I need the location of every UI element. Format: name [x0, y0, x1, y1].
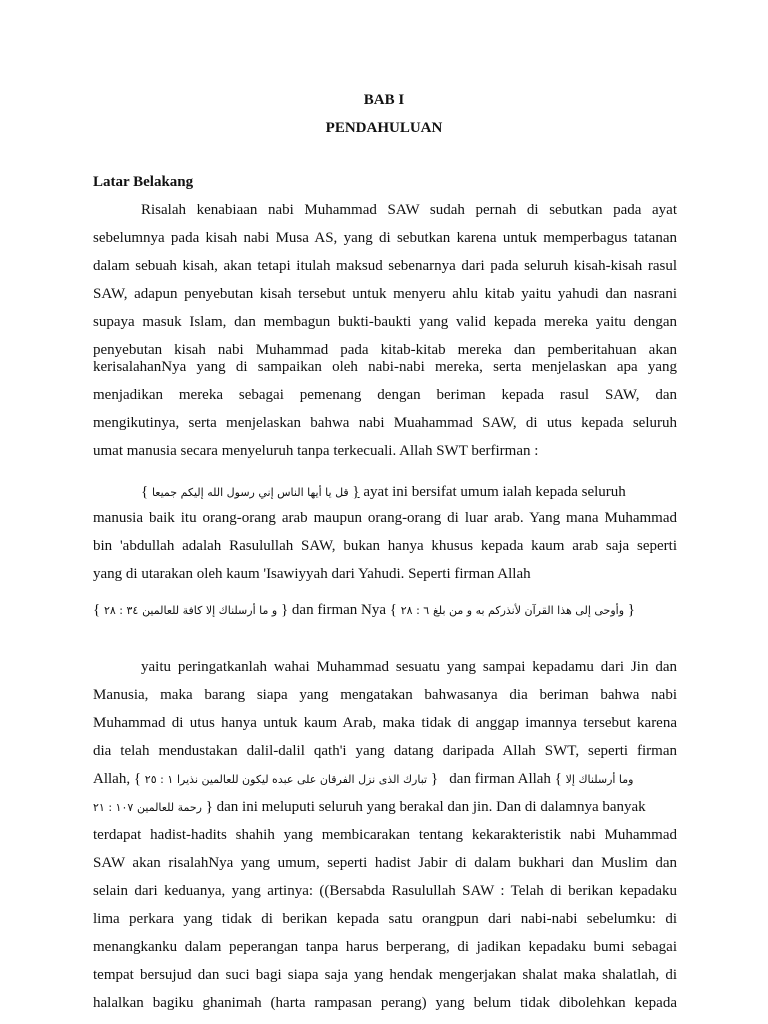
paragraph-3-line-1: yaitu peringatkanlah wahai Muhammad sesuatu yang sampai kepadamu dari Jin dan	[141, 659, 677, 675]
arabic-verse-b: و ما أرسلناك إلا كافة للعالمين	[142, 604, 278, 617]
paragraph-1-line-2: sebelumnya pada kisah nabi Musa AS, yang di sebutkan karena untuk memperbagus tatanan	[93, 230, 677, 246]
paragraph-3-line-12: tempat bersujud dan suci bagi siapa saja yang hendak mengerjakan shalat maka shalatlah, di	[93, 967, 677, 983]
paragraph-3-line-13: halalkan bagiku ghanimah (harta rampasan perang) yang belum tidak dibolehkan kepada	[93, 995, 677, 1011]
section-heading: Latar Belakang	[93, 174, 194, 190]
paragraph-1-line-7: kerisalahanNya yang di sampaikan oleh nabi-nabi mereka, serta menjelaskan apa yang	[93, 359, 677, 375]
paragraph-1-line-9: mengikutinya, serta menjelaskan bahwa nabi Muahammad SAW, di utus kepada seluruh	[93, 415, 677, 431]
paragraph-2-line-2: manusia baik itu orang-orang arab maupun orang-orang di luar arab. Yang mana Muhammad	[93, 510, 677, 526]
allah-word: Allah,	[93, 771, 131, 787]
verse-ref-c: ١ : ٢٥	[144, 773, 174, 786]
paragraph-2-line-3: bin 'abdullah adalah Rasulullah SAW, bukan hanya khusus kepada kaum arab saja seperti	[93, 538, 677, 554]
paragraph-2-line-1	[141, 482, 677, 503]
paragraph-1-line-8: menjadikan mereka sebagai pemenang dengan beriman kepada rasul SAW, dan	[93, 387, 677, 403]
paragraph-3-line-6: ١٠٧ : ٢١ رحمة للعالمين } dan ini meluputi seluruh yang berakal dan jin. Dan di dalamnya banyak	[93, 797, 693, 818]
verse-line-mid: dan firman Nya	[291, 602, 387, 618]
paragraph-3-line-5: Allah, { ١ : ٢٥ تبارك الذى نزل الفرقان على عبده ليكون للعالمين نذيرا } dan firman Allah { وما أرسلناك إلا	[93, 769, 693, 790]
paragraph-1-line-6: penyebutan kisah nabi Muhammad pada kitab-kitab mereka dan pemberitahuan akan	[93, 342, 677, 358]
chapter-title: PENDAHULUAN	[325, 120, 443, 136]
close-brace: }	[352, 484, 360, 500]
verse-ref-a: ٦ : ٢٨	[400, 604, 430, 617]
paragraph-2-line-1-text: ayat ini bersifat umum ialah kepada seluruh	[363, 484, 626, 500]
arabic-verse-c: تبارك الذى نزل الفرقان على عبده ليكون للعالمين نذيرا	[176, 773, 428, 786]
paragraph-1-line-4: SAW, adapun penyebutan kisah tersebut untuk menyeru ahlu kitab yaitu yahudi dan nasrani	[93, 286, 677, 302]
paragraph-3-line-6-text: dan ini meluputi seluruh yang berakal dan jin. Dan di dalamnya banyak	[216, 799, 646, 815]
paragraph-3-mid: dan firman Allah	[449, 771, 551, 787]
arabic-verse-a: وأوحى إلى هذا القرآن لأنذركم به و من بلغ	[432, 604, 625, 617]
paragraph-3-line-10: lima perkara yang tidak di berikan kepada satu orangpun dari nabi-nabi sebelumku: di	[93, 911, 677, 927]
paragraph-3-line-2: Manusia, maka barang siapa yang mengatakan bahwasanya dia beriman bahwa nabi	[93, 687, 677, 703]
verse-line: { ٣٤ : ٢٨ و ما أرسلناك إلا كافة للعالمين } dan firman Nya { ٦ : ٢٨ وأوحى إلى هذا القرآن لأنذركم به و من بلغ }	[93, 600, 693, 621]
paragraph-1-line-5: supaya masuk Islam, dan membagun bukti-baukti yang valid kepada mereka yaitu dengan	[93, 314, 677, 330]
paragraph-3-line-9: selain dari keduanya, yang artinya: ((Bersabda Rasulullah SAW : Telah di berikan kepadaku	[93, 883, 677, 899]
paragraph-3-line-4: dia telah mendustakan dalil-dalil qath'i yang datang daripada Allah SWT, seperti firman	[93, 743, 677, 759]
paragraph-3-line-3: Muhammad di utus hanya untuk kaum Arab, maka tidak di anggap imannya tersebut karena	[93, 715, 677, 731]
open-brace: {	[141, 484, 149, 500]
chapter-label: BAB I	[363, 92, 405, 108]
paragraph-1-line-10: umat manusia secara menyeluruh tanpa terkecuali. Allah SWT berfirman :	[93, 443, 539, 459]
paragraph-1-line-3: dalam sebuah kisah, akan tetapi itulah maksud sebenarnya dari pada seluruh kisah-kisah rasul	[93, 258, 677, 274]
arabic-verse-1: قل يا أيها الناس إني رسول الله إليكم جميعا	[151, 486, 349, 499]
paragraph-3-line-11: menangkanku dalam peperangan tanpa harus berperang, di jadikan kepadaku bumi sebagai	[93, 939, 677, 955]
arabic-verse-e: رحمة للعالمين	[137, 801, 202, 814]
paragraph-3-line-8: SAW akan risalahNya yang umum, seperti hadist Jabir di dalam bukhari dan Muslim dan	[93, 855, 677, 871]
paragraph-1-line-1: Risalah kenabiaan nabi Muhammad SAW sudah pernah di sebutkan pada ayat	[141, 202, 677, 218]
paragraph-3-line-7: terdapat hadist-hadits shahih yang membicarakan tentang kekarakteristik nabi Muhammad	[93, 827, 677, 843]
paragraph-2-line-4: yang di utarakan oleh kaum 'Isawiyyah dari Yahudi. Seperti firman Allah	[93, 566, 531, 582]
verse-ref-e: ١٠٧ : ٢١	[93, 801, 134, 814]
arabic-verse-d: وما أرسلناك إلا	[565, 773, 634, 786]
verse-ref-b: ٣٤ : ٢٨	[103, 604, 139, 617]
